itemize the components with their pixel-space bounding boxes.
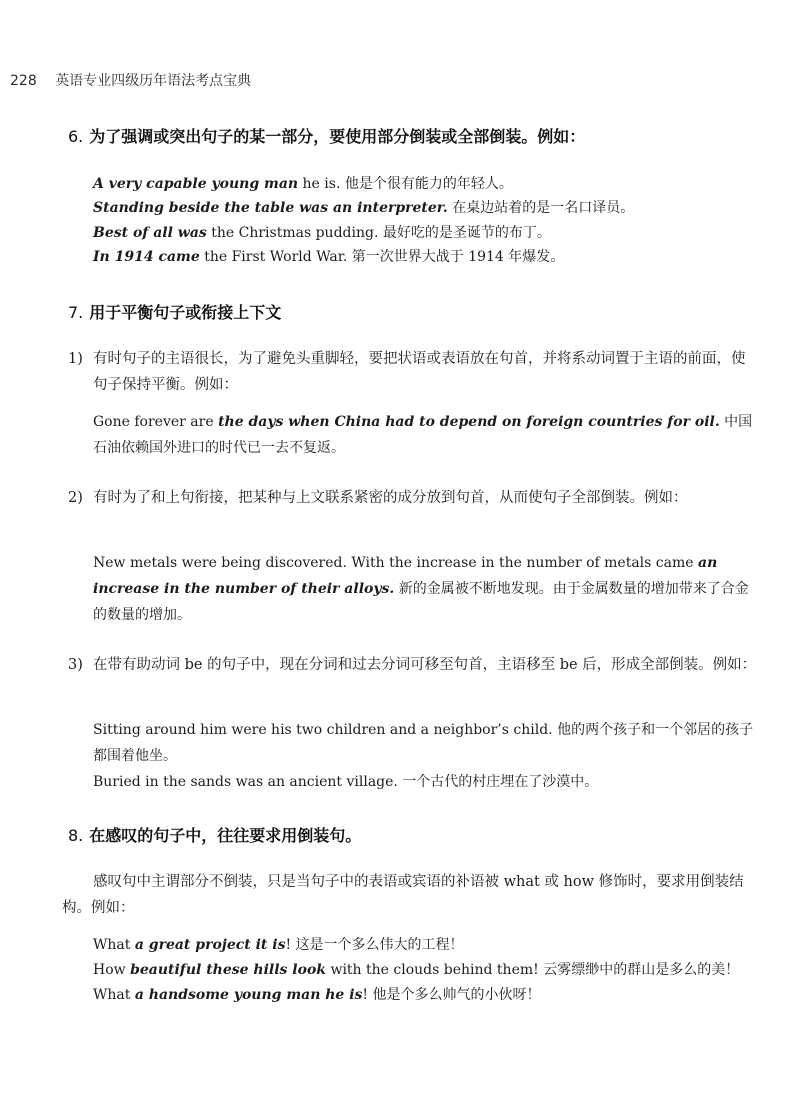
example-text: What	[93, 937, 135, 953]
example-line	[93, 984, 541, 1006]
example-line	[93, 246, 564, 268]
example-text: the First World War. 第一次世界大战于 1914 年爆发。	[199, 249, 565, 265]
item-text: 有时句子的主语很长，为了避免头重脚轻，要把状语或表语放在句首，并将系动词置于主语的前面，使句子保持平衡。例如：	[93, 351, 746, 393]
page-header	[10, 70, 251, 90]
example-line	[93, 197, 634, 219]
example-text: What	[93, 987, 135, 1003]
section-8-intro: 感叹句中主谓部分不倒装，只是当句子中的表语或宾语的补语被 what 或 how 修饰时，要求用倒装结构。例如：	[62, 874, 744, 916]
section-number: 8.	[68, 826, 84, 845]
list-item-3	[68, 652, 758, 678]
section-6-heading	[68, 124, 585, 147]
example-line	[93, 934, 464, 956]
example-paragraph	[93, 550, 758, 628]
example-text: New metals were being discovered. With the increase in the number of metals came	[93, 555, 698, 571]
example-line	[93, 959, 739, 981]
example-bold: beautiful these hills look	[130, 962, 327, 978]
item-text: 有时为了和上句衔接，把某种与上文联系紧密的成分放到句首，从而使句子全部倒装。例如：	[93, 490, 688, 506]
example-bold: In 1914 came	[93, 249, 200, 265]
item-number: 1)	[68, 351, 83, 367]
example-text: ! 他是个多么帅气的小伙呀！	[362, 987, 541, 1003]
section-title: 用于平衡句子或衔接上下文	[89, 303, 282, 322]
section-number: 7.	[68, 303, 84, 322]
section-7-heading	[68, 300, 281, 323]
example-bold: an increase in the number of their alloys.	[93, 555, 718, 597]
example-line	[93, 222, 551, 244]
example-text: 新的金属被不断地发现。由于金属数量的增加带来了合金的数量的增加。	[93, 581, 749, 623]
example-text: Gone forever are	[93, 414, 219, 430]
example-text: ! 这是一个多么伟大的工程！	[285, 937, 464, 953]
section-title: 在感叹的句子中，往往要求用倒装句。	[89, 826, 362, 845]
item-text: 在带有助动词 be 的句子中，现在分词和过去分词可移至句首，主语移至 be 后，形成全部倒装。例如：	[93, 657, 757, 673]
example-text: 中国石油依赖国外进口的时代已一去不复返。	[93, 414, 753, 456]
example-bold: the days when China had to depend on foreign countries for oil.	[218, 414, 720, 430]
item-number: 2)	[68, 490, 83, 506]
example-paragraph: Buried in the sands was an ancient village. 一个古代的村庄埋在了沙漠中。	[93, 774, 599, 790]
example-text: the Christmas pudding. 最好吃的是圣诞节的布丁。	[206, 225, 551, 241]
example-paragraph	[93, 409, 758, 461]
example-text: with the clouds behind them! 云雾缥缈中的群山是多么的美！	[326, 962, 740, 978]
example-text: How	[93, 962, 131, 978]
example-text: 在桌边站着的是一名口译员。	[447, 200, 635, 216]
page-number: 228	[10, 73, 37, 89]
section-title: 为了强调或突出句子的某一部分，要使用部分倒装或全部倒装。例如：	[89, 127, 586, 146]
book-title: 英语专业四级历年语法考点宝典	[55, 73, 252, 89]
example-bold: Best of all was	[93, 225, 207, 241]
section-number: 6.	[68, 127, 84, 146]
list-item-2	[68, 485, 758, 511]
item-number: 3)	[68, 657, 83, 673]
example-paragraph: Sitting around him were his two children and a neighbor’s child. 他的两个孩子和一个邻居的孩子都围着他坐。	[93, 722, 754, 764]
example-bold: a handsome young man he is	[134, 987, 363, 1003]
example-bold: Standing beside the table was an interpreter.	[93, 200, 448, 216]
example-bold: A very capable young man	[93, 176, 299, 192]
example-line	[93, 173, 513, 195]
list-item-1	[68, 346, 758, 398]
example-bold: a great project it is	[134, 937, 286, 953]
section-8-heading	[68, 823, 361, 846]
example-text: he is. 他是个很有能力的年轻人。	[298, 176, 513, 192]
